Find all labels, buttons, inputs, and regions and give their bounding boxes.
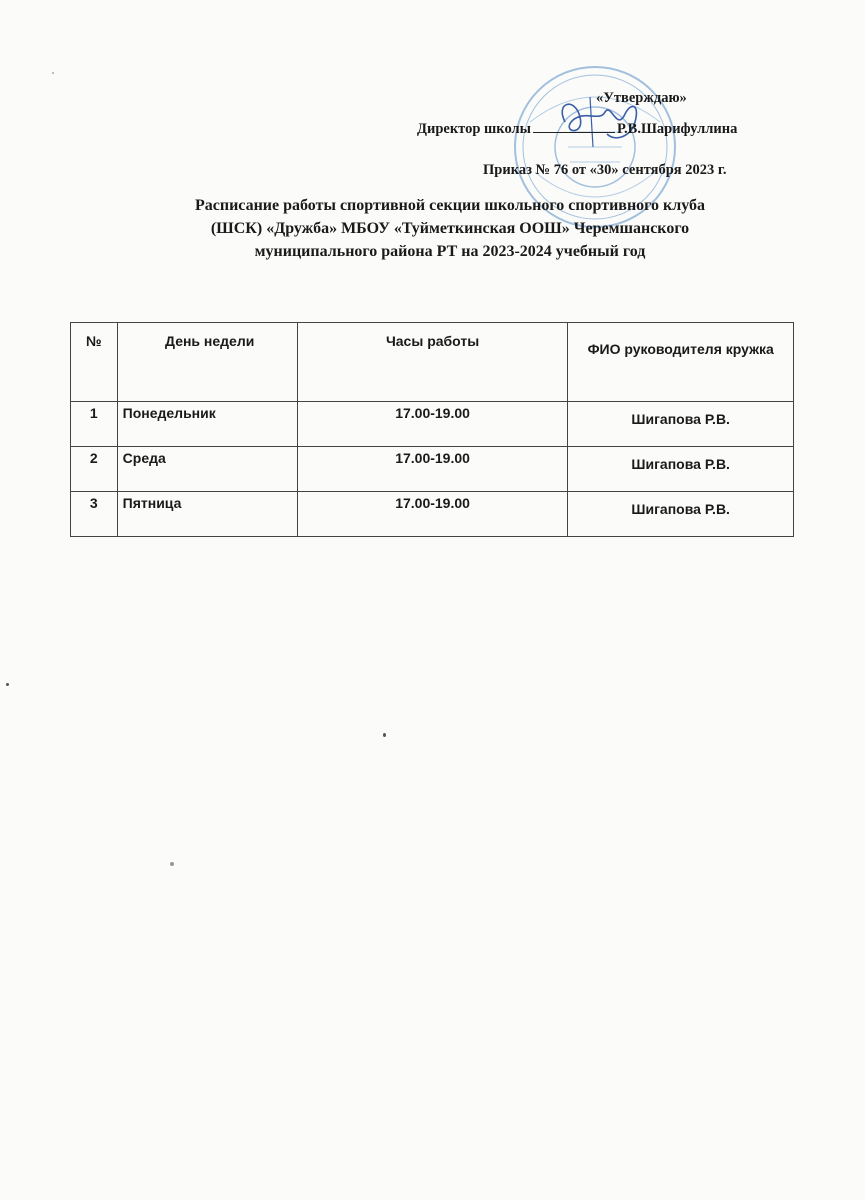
scan-speck bbox=[383, 733, 386, 737]
document-title bbox=[60, 194, 840, 263]
director-prefix: Директор школы bbox=[417, 121, 531, 137]
header-leader: ФИО руководителя кружка bbox=[568, 323, 794, 402]
row-hours: 17.00-19.00 bbox=[297, 492, 568, 537]
row-leader: Шигапова Р.В. bbox=[568, 492, 794, 537]
order-text: Приказ № 76 от «30» сентября 2023 г. bbox=[483, 162, 727, 178]
title-line-1: Расписание работы спортивной секции школьного спортивного клуба bbox=[194, 197, 706, 214]
row-hours: 17.00-19.00 bbox=[297, 447, 568, 492]
header-hours: Часы работы bbox=[297, 323, 568, 402]
director-line bbox=[417, 121, 737, 138]
signature-line bbox=[533, 122, 615, 133]
row-day: Среда bbox=[117, 447, 297, 492]
header-day: День недели bbox=[117, 323, 297, 402]
schedule-table bbox=[70, 322, 794, 537]
scan-speck bbox=[170, 862, 174, 866]
table-row bbox=[71, 447, 794, 492]
header-number: № bbox=[71, 323, 118, 402]
table-row bbox=[71, 492, 794, 537]
row-number: 3 bbox=[71, 492, 118, 537]
table-header-row bbox=[71, 323, 794, 402]
table-row bbox=[71, 402, 794, 447]
row-day: Понедельник bbox=[117, 402, 297, 447]
approval-block bbox=[0, 0, 865, 200]
scan-speck bbox=[52, 72, 54, 74]
row-day: Пятница bbox=[117, 492, 297, 537]
row-leader: Шигапова Р.В. bbox=[568, 402, 794, 447]
scan-speck bbox=[6, 683, 9, 686]
row-hours: 17.00-19.00 bbox=[297, 402, 568, 447]
approve-label: «Утверждаю» bbox=[596, 90, 687, 106]
row-number: 1 bbox=[71, 402, 118, 447]
title-line-2: (ШСК) «Дружба» МБОУ «Туйметкинская ООШ» Черемшанского bbox=[210, 220, 690, 237]
title-line-3: муниципального района РТ на 2023-2024 учебный год bbox=[254, 243, 646, 260]
row-leader: Шигапова Р.В. bbox=[568, 447, 794, 492]
row-number: 2 bbox=[71, 447, 118, 492]
director-name: Р.В.Шарифуллина bbox=[616, 121, 738, 137]
